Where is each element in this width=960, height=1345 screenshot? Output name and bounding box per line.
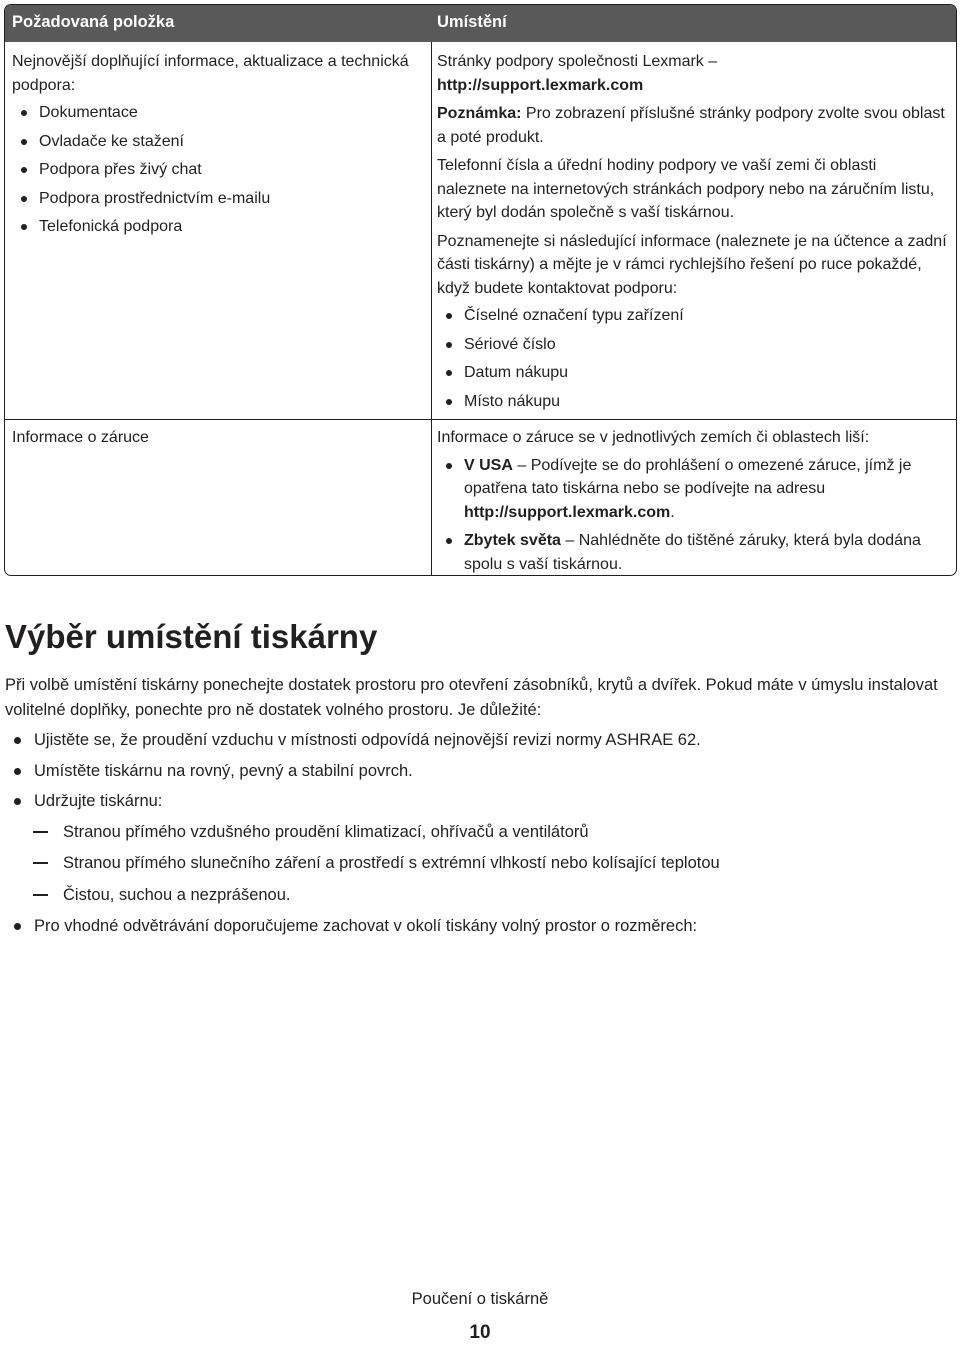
keep-away-list: [34, 820, 960, 908]
row1-left-cell: [12, 50, 422, 244]
placement-list: [5, 728, 960, 939]
list-item: Ovladače ke stažení: [12, 130, 422, 154]
warranty-usa: [437, 454, 952, 525]
warranty-label: Informace o záruce: [12, 429, 149, 446]
usa-end: .: [670, 503, 675, 521]
record-items-list: [437, 304, 947, 413]
record-info: Poznamenejte si následující informace (naleznete je na účtence a zadní části tiskárny) a mějte je v rámci rychlejšího řešení po ruce pokaždé, když budete kontaktovat podporu:: [437, 232, 947, 297]
row2-left-cell: [12, 426, 422, 450]
list-item: Telefonická podpora: [12, 215, 422, 239]
phone-info: Telefonní čísla a úřední hodiny podpory ve vaší zemi či oblasti naleznete na internetových stránkách podpory nebo na záručním listu, který byl dodán společně s vaší tiskárnou.: [437, 157, 935, 221]
support-types-list: [12, 101, 422, 239]
list-item: Místo nákupu: [437, 390, 947, 414]
row1-right-cell: [437, 50, 947, 418]
warranty-world: [437, 529, 952, 576]
warranty-list: [437, 454, 952, 577]
list-item: Ujistěte se, že proudění vzduchu v místnosti odpovídá nejnovější revizi normy ASHRAE 62.: [5, 728, 960, 753]
list-item: [5, 789, 960, 907]
list-item: Podpora přes živý chat: [12, 158, 422, 182]
list-item-label: Udržujte tiskárnu:: [34, 792, 163, 810]
list-item: Číselné označení typu zařízení: [437, 304, 947, 328]
list-item: Stranou přímého slunečního záření a prostředí s extrémní vlhkostí nebo kolísající teplotou: [34, 851, 960, 876]
list-item: Sériové číslo: [437, 333, 947, 357]
row2-right-cell: [437, 426, 952, 576]
note-text: Pro zobrazení příslušné stránky podpory zvolte svou oblast a poté produkt.: [437, 105, 945, 146]
page-number: 10: [469, 1322, 491, 1343]
support-table: [4, 4, 957, 576]
usa-label: V USA: [464, 456, 513, 474]
section-intro: Při volbě umístění tiskárny ponechejte dostatek prostoru pro otevření zásobníků, krytů a dvířek. Pokud máte v úmyslu instalovat volitelné doplňky, ponechte pro ně dostatek volného prostoru. Je důležité:: [5, 676, 938, 719]
support-site-text: [437, 50, 947, 97]
column-divider: [431, 42, 432, 575]
header-location: Umístění: [437, 13, 507, 31]
footer-title: Poučení o tiskárně: [411, 1290, 549, 1308]
list-item: Stranou přímého vzdušného proudění klimatizací, ohřívačů a ventilátorů: [34, 820, 960, 845]
list-item: Umístěte tiskárnu na rovný, pevný a stabilní povrch.: [5, 759, 960, 784]
warranty-intro: Informace o záruce se v jednotlivých zemích či oblastech liší:: [437, 429, 870, 446]
support-intro: Nejnovější doplňující informace, aktualizace a technická podpora:: [12, 53, 409, 94]
section-title: Výběr umístění tiskárny: [5, 618, 378, 655]
usa-text: – Podívejte se do prohlášení o omezené záruce, jímž je opatřena tato tiskárna nebo se podívejte na adresu: [464, 456, 912, 497]
support-site-label: Stránky podpory společnosti Lexmark –: [437, 53, 718, 70]
support-site-link[interactable]: http://support.lexmark.com: [437, 76, 644, 94]
world-label: Zbytek světa: [464, 532, 561, 549]
usa-support-link[interactable]: http://support.lexmark.com: [464, 503, 671, 521]
list-item: Pro vhodné odvětrávání doporučujeme zachovat v okolí tiskány volný prostor o rozměrech:: [5, 914, 960, 939]
list-item: Podpora prostřednictvím e-mailu: [12, 187, 422, 211]
list-item: Datum nákupu: [437, 361, 947, 385]
world-text: – Nahlédněte do tištěné záruky, která byla dodána spolu s vaší tiskárnou.: [464, 532, 921, 573]
table-header: [5, 5, 956, 42]
list-item: Dokumentace: [12, 101, 422, 125]
row-divider: [5, 419, 956, 420]
section-body: [5, 673, 960, 945]
header-requested-item: Požadovaná položka: [12, 13, 175, 31]
list-item: Čistou, suchou a nezprášenou.: [34, 883, 960, 908]
note: [437, 102, 947, 149]
note-label: Poznámka:: [437, 105, 522, 122]
